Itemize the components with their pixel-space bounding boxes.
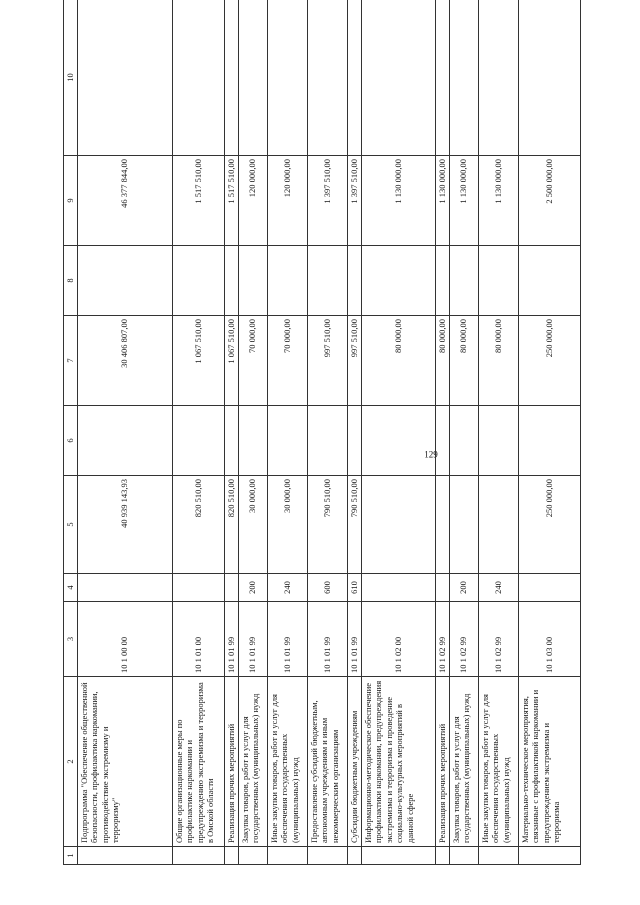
amount-cell: 80 000,00 xyxy=(449,316,478,406)
amount-cell xyxy=(224,246,238,316)
header-row xyxy=(64,0,78,865)
row-number-cell xyxy=(172,847,224,865)
amount-cell: 820 510,00 xyxy=(224,476,238,574)
name-cell: Реализация прочих мероприятий xyxy=(435,677,449,847)
amount-cell: 1 517 510,00 xyxy=(172,156,224,246)
expense-type-cell: 200 xyxy=(238,574,267,602)
amount-cell: 30 406 807,00 xyxy=(77,316,172,406)
row-number-cell xyxy=(518,847,580,865)
row-number-cell xyxy=(347,847,361,865)
name-cell: Подпрограмма "Обеспечение общественной безопасности, профилактика наркомании, противодействие экстремизму и терроризму" xyxy=(77,677,172,847)
amount-cell xyxy=(478,476,518,574)
amount-cell: 120 000,00 xyxy=(238,156,267,246)
amount-cell: 120 000,00 xyxy=(267,156,307,246)
name-cell: Предоставление субсидий бюджетным, автономным учреждениям и иным некоммерческим организациям xyxy=(307,677,347,847)
amount-cell xyxy=(172,406,224,476)
name-cell: Субсидии бюджетным учреждениям xyxy=(347,677,361,847)
name-cell: Иные закупки товаров, работ и услуг для обеспечения государственных (муниципальных) нужд xyxy=(478,677,518,847)
column-header: 7 xyxy=(64,316,78,406)
amount-cell xyxy=(449,0,478,156)
code-cell: 10 1 01 99 xyxy=(347,602,361,677)
amount-cell xyxy=(347,246,361,316)
amount-cell xyxy=(449,476,478,574)
expense-type-cell xyxy=(518,574,580,602)
table-row xyxy=(518,0,580,865)
expense-type-cell xyxy=(361,574,435,602)
code-cell: 10 1 02 00 xyxy=(361,602,435,677)
amount-cell: 997 510,00 xyxy=(307,316,347,406)
amount-cell xyxy=(172,0,224,156)
expense-type-cell: 600 xyxy=(307,574,347,602)
amount-cell: 46 377 844,00 xyxy=(77,156,172,246)
amount-cell xyxy=(478,0,518,156)
amount-cell: 790 510,00 xyxy=(347,476,361,574)
column-header: 1 xyxy=(64,847,78,865)
name-cell: Закупка товаров, работ и услуг для государственных (муниципальных) нужд xyxy=(238,677,267,847)
expense-type-cell: 610 xyxy=(347,574,361,602)
amount-cell xyxy=(267,406,307,476)
amount-cell xyxy=(478,246,518,316)
column-header: 4 xyxy=(64,574,78,602)
amount-cell: 70 000,00 xyxy=(267,316,307,406)
column-header: 8 xyxy=(64,246,78,316)
code-cell: 10 1 02 99 xyxy=(478,602,518,677)
column-header: 6 xyxy=(64,406,78,476)
amount-cell xyxy=(238,406,267,476)
amount-cell xyxy=(267,0,307,156)
row-number-cell xyxy=(224,847,238,865)
row-number-cell xyxy=(478,847,518,865)
row-number-cell xyxy=(435,847,449,865)
amount-cell: 80 000,00 xyxy=(478,316,518,406)
table-row xyxy=(224,0,238,865)
table-row xyxy=(307,0,347,865)
table-row xyxy=(361,0,435,865)
code-cell: 10 1 02 99 xyxy=(435,602,449,677)
name-cell: Общие организационные меры по профилактике наркомании и предупреждению экстремизма и терроризма в Омской области xyxy=(172,677,224,847)
amount-cell: 2 500 000,00 xyxy=(518,156,580,246)
amount-cell xyxy=(77,246,172,316)
table-row xyxy=(478,0,518,865)
amount-cell xyxy=(518,246,580,316)
expense-type-cell xyxy=(172,574,224,602)
amount-cell: 80 000,00 xyxy=(435,316,449,406)
amount-cell: 1 067 510,00 xyxy=(172,316,224,406)
expense-type-cell xyxy=(224,574,238,602)
table-row xyxy=(449,0,478,865)
amount-cell: 1 130 000,00 xyxy=(449,156,478,246)
amount-cell: 70 000,00 xyxy=(238,316,267,406)
amount-cell xyxy=(449,246,478,316)
amount-cell: 790 510,00 xyxy=(307,476,347,574)
amount-cell: 997 510,00 xyxy=(347,316,361,406)
amount-cell xyxy=(224,0,238,156)
code-cell: 10 1 01 99 xyxy=(267,602,307,677)
row-number-cell xyxy=(238,847,267,865)
amount-cell xyxy=(307,406,347,476)
code-cell: 10 1 03 00 xyxy=(518,602,580,677)
row-number-cell xyxy=(361,847,435,865)
expense-type-cell: 240 xyxy=(478,574,518,602)
name-cell: Закупка товаров, работ и услуг для государственных (муниципальных) нужд xyxy=(449,677,478,847)
expense-type-cell xyxy=(435,574,449,602)
table-row xyxy=(172,0,224,865)
page-number: 129 xyxy=(424,449,438,460)
amount-cell xyxy=(172,246,224,316)
name-cell: Информационно-методическое обеспечение профилактики наркомании, предупреждения экстремизма и терроризма и проведение социально-культурных мероприятий в данной сфере xyxy=(361,677,435,847)
amount-cell xyxy=(361,246,435,316)
amount-cell: 1 067 510,00 xyxy=(224,316,238,406)
amount-cell: 250 000,00 xyxy=(518,316,580,406)
row-number-cell xyxy=(267,847,307,865)
table-row xyxy=(347,0,361,865)
amount-cell xyxy=(518,406,580,476)
name-cell: Материально-техническое мероприятия, связанные с профилактикой наркомании и предупреждением экстремизма и терроризма xyxy=(518,677,580,847)
table-row xyxy=(267,0,307,865)
amount-cell xyxy=(435,0,449,156)
amount-cell xyxy=(478,406,518,476)
name-cell: Реализация прочих мероприятий xyxy=(224,677,238,847)
column-header: 10 xyxy=(64,0,78,156)
amount-cell xyxy=(267,246,307,316)
code-cell: 10 1 01 99 xyxy=(224,602,238,677)
amount-cell: 1 397 510,00 xyxy=(307,156,347,246)
expense-type-cell: 200 xyxy=(449,574,478,602)
amount-cell: 820 510,00 xyxy=(172,476,224,574)
amount-cell xyxy=(518,0,580,156)
amount-cell xyxy=(238,0,267,156)
amount-cell: 1 130 000,00 xyxy=(435,156,449,246)
amount-cell xyxy=(361,0,435,156)
expense-type-cell xyxy=(77,574,172,602)
row-number-cell xyxy=(307,847,347,865)
amount-cell: 1 397 510,00 xyxy=(347,156,361,246)
code-cell: 10 1 00 00 xyxy=(77,602,172,677)
amount-cell xyxy=(361,476,435,574)
amount-cell xyxy=(347,0,361,156)
code-cell: 10 1 01 99 xyxy=(307,602,347,677)
amount-cell xyxy=(77,406,172,476)
amount-cell: 1 130 000,00 xyxy=(361,156,435,246)
amount-cell: 1 130 000,00 xyxy=(478,156,518,246)
amount-cell: 30 000,00 xyxy=(238,476,267,574)
amount-cell: 30 000,00 xyxy=(267,476,307,574)
amount-cell xyxy=(435,476,449,574)
row-number-cell xyxy=(77,847,172,865)
expense-type-cell: 240 xyxy=(267,574,307,602)
amount-cell xyxy=(435,406,449,476)
amount-cell: 250 000,00 xyxy=(518,476,580,574)
column-header: 3 xyxy=(64,602,78,677)
amount-cell xyxy=(361,406,435,476)
column-header: 2 xyxy=(64,677,78,847)
column-header: 5 xyxy=(64,476,78,574)
code-cell: 10 1 01 99 xyxy=(238,602,267,677)
amount-cell: 80 000,00 xyxy=(361,316,435,406)
table-row xyxy=(435,0,449,865)
amount-cell xyxy=(347,406,361,476)
amount-cell xyxy=(238,246,267,316)
table-row xyxy=(77,0,172,865)
amount-cell: 40 939 143,93 xyxy=(77,476,172,574)
table-row xyxy=(238,0,267,865)
code-cell: 10 1 02 99 xyxy=(449,602,478,677)
amount-cell: 1 517 510,00 xyxy=(224,156,238,246)
code-cell: 10 1 01 00 xyxy=(172,602,224,677)
amount-cell xyxy=(77,0,172,156)
budget-table xyxy=(63,0,581,865)
name-cell: Иные закупки товаров, работ и услуг для обеспечения государственных (муниципальных) нужд xyxy=(267,677,307,847)
amount-cell xyxy=(449,406,478,476)
row-number-cell xyxy=(449,847,478,865)
amount-cell xyxy=(224,406,238,476)
column-header: 9 xyxy=(64,156,78,246)
amount-cell xyxy=(435,246,449,316)
amount-cell xyxy=(307,246,347,316)
amount-cell xyxy=(307,0,347,156)
